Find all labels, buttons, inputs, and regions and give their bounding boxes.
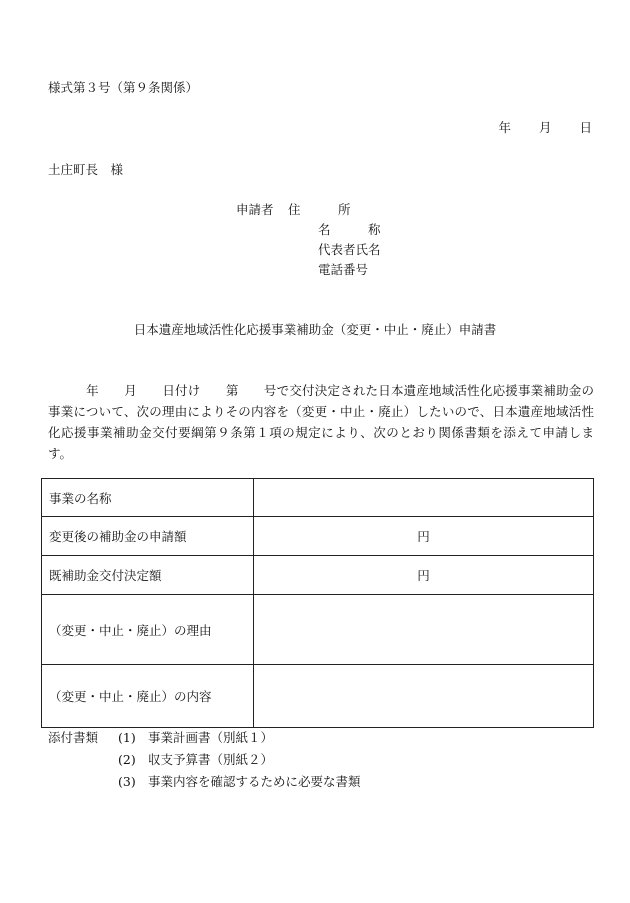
name-label: 名 称 (318, 222, 381, 237)
representative-label: 代表者氏名 (318, 242, 381, 257)
table-row (42, 665, 594, 728)
table-row (42, 517, 594, 556)
phone-label: 電話番号 (318, 262, 369, 277)
application-table (41, 478, 594, 728)
attachment-number: (2) (118, 752, 136, 767)
form-number: 様式第３号（第９条関係） (48, 80, 199, 95)
date-day: 日 (579, 120, 592, 135)
row-label: （変更・中止・廃止）の理由 (42, 595, 254, 665)
row-label: 変更後の補助金の申請額 (42, 517, 254, 556)
row-label: （変更・中止・廃止）の内容 (42, 665, 254, 728)
addressee: 土庄町長 様 (48, 162, 124, 177)
row-value[interactable]: 円 (254, 517, 594, 556)
attachment-item (118, 774, 361, 790)
attachment-text: 事業内容を確認するために必要な書類 (148, 774, 361, 789)
attachment-text: 事業計画書（別紙１） (148, 730, 274, 745)
attachment-number: (1) (118, 730, 136, 745)
row-label: 事業の名称 (42, 479, 254, 517)
address-label: 住 所 (288, 202, 351, 217)
row-label: 既補助金交付決定額 (42, 556, 254, 595)
table-row (42, 556, 594, 595)
attachment-item (118, 730, 273, 746)
row-value[interactable] (254, 595, 594, 665)
attachment-number: (3) (118, 774, 136, 789)
date-year: 年 (498, 120, 511, 135)
attachment-text: 収支予算書（別紙２） (148, 752, 274, 767)
date-month: 月 (538, 120, 552, 135)
row-value[interactable] (254, 665, 594, 728)
attachments-label: 添付書類 (48, 730, 99, 745)
applicant-label: 申請者 (236, 202, 274, 217)
date-line (498, 120, 592, 136)
row-value[interactable] (254, 479, 594, 517)
body-paragraph: 年 月 日付け 第 号で交付決定された日本遺産地域活性化応援事業補助金の事業について、次の理由によりその内容を（変更・中止・廃止）したいので、日本遺産地域活性化応援事業補助金交付要綱第９条第１項の規定により、次のとおり関係書類を添えて申請します。 (48, 383, 594, 461)
document-title: 日本遺産地域活性化応援事業補助金（変更・中止・廃止）申請書 (133, 322, 497, 337)
row-value[interactable]: 円 (254, 556, 594, 595)
table-row (42, 479, 594, 517)
attachment-item (118, 752, 273, 768)
table-row (42, 595, 594, 665)
